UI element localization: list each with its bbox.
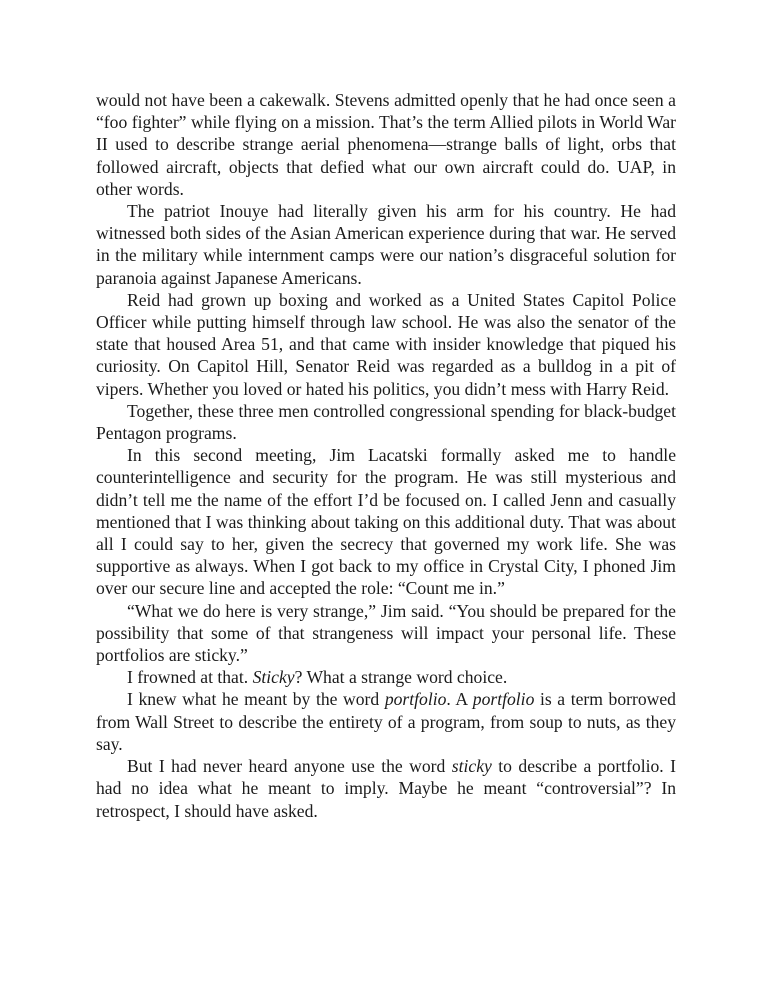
paragraph-portfolio [96,688,676,755]
paragraph-jim-quote [96,600,676,667]
paragraph-text: “What we do here is very strange,” Jim said. “You should be prepared for the possibility that some of that strangeness will impact your personal life. These portfolios are sticky.” [96,600,676,666]
paragraph-inouye [96,200,676,289]
paragraph-sticky [96,666,676,688]
paragraph-reid [96,289,676,400]
paragraph-text: . A [446,689,473,710]
italic-word: sticky [451,756,492,777]
paragraph-text: ? What a strange word choice. [294,667,508,688]
paragraph-three-men [96,400,676,444]
paragraph-text: I frowned at that. [127,667,253,688]
italic-word: portfolio [472,689,535,710]
italic-word: Sticky [252,667,295,688]
italic-word: portfolio [384,689,447,710]
paragraph-text: Reid had grown up boxing and worked as a United States Capitol Police Officer while putting himself through law school. He was also the senator of the state that housed Area 51, and that came with insider knowledge that piqued his curiosity. On Capitol Hill, Senator Reid was regarded as a bulldog in a pit of vipers. Whether you loved or hated his politics, you didn’t mess with Harry Reid. [96,289,676,399]
paragraph-text: In this second meeting, Jim Lacatski formally asked me to handle counterintelligence and security for the program. He was still mysterious and didn’t tell me the name of the effort I’d be focused on. I called Jenn and casually mentioned that I was thinking about taking on this additional duty. That was about all I could say to her, given the secrecy that governed my work life. She was supportive as always. When I got back to my office in Crystal City, I phoned Jim over our secure line and accepted the role: “Count me in.” [96,445,676,599]
paragraph-second-meeting [96,444,676,599]
body-text [96,89,676,822]
paragraph-foo-fighter [96,89,676,200]
paragraph-text: Together, these three men controlled congressional spending for black-budget Pentagon programs. [96,400,676,444]
paragraph-text: is a term borrowed from Wall Street to describe the entirety of a program, from soup to nuts, as they say. [96,689,676,754]
paragraph-text: The patriot Inouye had literally given his arm for his country. He had witnessed both sides of the Asian American experience during that war. He served in the military while internment camps were our nation’s disgraceful solution for paranoia against Japanese Americans. [96,201,676,288]
paragraph-text: would not have been a cakewalk. Stevens admitted openly that he had once seen a “foo fighter” while flying on a mission. That’s the term Allied pilots in World War II used to describe strange aerial phenomena—strange balls of light, orbs that followed aircraft, objects that defied what our own aircraft could do. UAP, in other words. [96,90,676,199]
paragraph-text: to describe a portfolio. I had no idea what he meant to imply. Maybe he meant “controversial”? In retrospect, I should have asked. [96,756,676,821]
paragraph-text: But I had never heard anyone use the word [127,756,452,777]
paragraph-retrospect [96,755,676,822]
paragraph-text: I knew what he meant by the word [127,689,385,710]
